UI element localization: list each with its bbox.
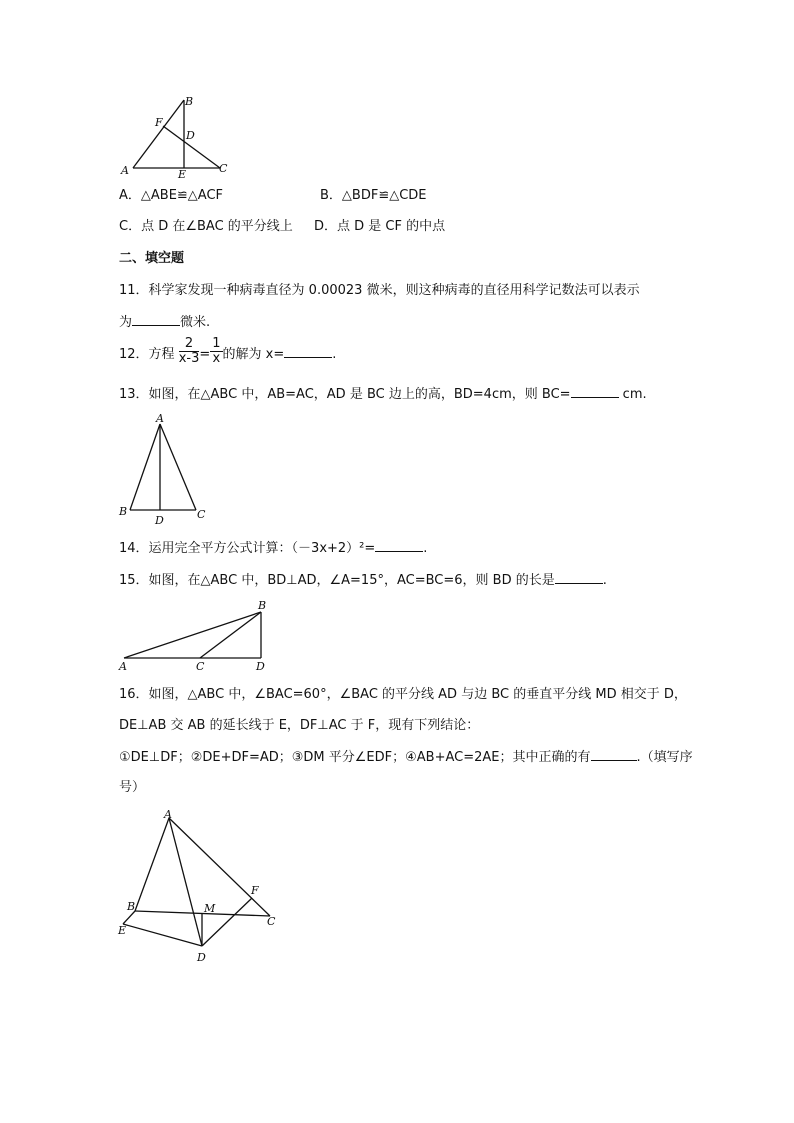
fraction-1: $\frac{2}{x-3}$ [178, 336, 200, 366]
answer-blank[interactable] [284, 345, 332, 358]
question-12: 12．方程 $\frac{2}{x-3}$ = $\frac{1}{x}$ 的解为 x= . [119, 336, 337, 366]
answer-blank[interactable] [555, 571, 603, 584]
q10-triangle-figure [118, 92, 238, 182]
q16-geometry-figure [112, 806, 292, 968]
answer-blank[interactable] [571, 385, 619, 398]
answer-blank[interactable] [132, 313, 180, 326]
label-b: B [258, 599, 267, 612]
label-c: C [197, 508, 206, 521]
question-16-line3: ①DE⊥DF；②DE+DF=AD；③DM 平分∠EDF；④AB+AC=2AE；其中正确的有 .（填写序 [119, 750, 693, 765]
question-13: 13．如图，在△ABC 中，AB=AC，AD 是 BC 边上的高，BD=4cm，则 BC= cm. [119, 387, 647, 402]
question-14: 14．运用完全平方公式计算：（－3x+2）²= . [119, 541, 428, 556]
label-m: M [204, 902, 216, 915]
label-f: F [251, 884, 259, 897]
label-a: A [121, 164, 129, 177]
question-11-line2: 为 微米. [119, 315, 211, 330]
q15-triangle-figure [118, 598, 278, 676]
question-16-line2: DE⊥AB 交 AB 的延长线于 E，DF⊥AC 于 F，现有下列结论： [119, 718, 480, 733]
label-c: C [196, 660, 205, 673]
label-b: B [127, 900, 136, 913]
label-a: A [156, 412, 164, 425]
label-b: B [185, 95, 194, 108]
question-11-line1: 11．科学家发现一种病毒直径为 0.00023 微米，则这种病毒的直径用科学记数法可以表示 [119, 283, 640, 298]
label-e: E [118, 924, 127, 937]
label-b: B [119, 505, 128, 518]
label-c: C [219, 162, 228, 175]
answer-blank[interactable] [591, 748, 637, 761]
option-c: C．点 D 在∠BAC 的平分线上 [119, 219, 293, 234]
label-f: F [155, 116, 163, 129]
q13-isosceles-figure [118, 414, 218, 526]
option-a: A．△ABE≌△ACF [119, 188, 224, 203]
label-c: C [267, 915, 276, 928]
label-d: D [197, 951, 206, 964]
option-d: D．点 D 是 CF 的中点 [314, 219, 446, 234]
answer-blank[interactable] [375, 539, 423, 552]
label-d: D [256, 660, 265, 673]
label-d: D [186, 129, 195, 142]
label-a: A [164, 808, 172, 821]
question-16-line1: 16．如图，△ABC 中，∠BAC=60°，∠BAC 的平分线 AD 与边 BC 的垂直平分线 MD 相交于 D， [119, 687, 687, 702]
question-15: 15．如图，在△ABC 中，BD⊥AD，∠A=15°，AC=BC=6，则 BD 的长是 . [119, 573, 607, 588]
question-16-line4: 号） [119, 780, 146, 795]
label-e: E [178, 168, 187, 181]
label-d: D [155, 514, 164, 527]
option-b: B．△BDF≌△CDE [320, 188, 427, 203]
section-title: 二、填空题 [119, 251, 185, 266]
fraction-2: $\frac{1}{x}$ [212, 336, 221, 366]
label-a: A [119, 660, 127, 673]
